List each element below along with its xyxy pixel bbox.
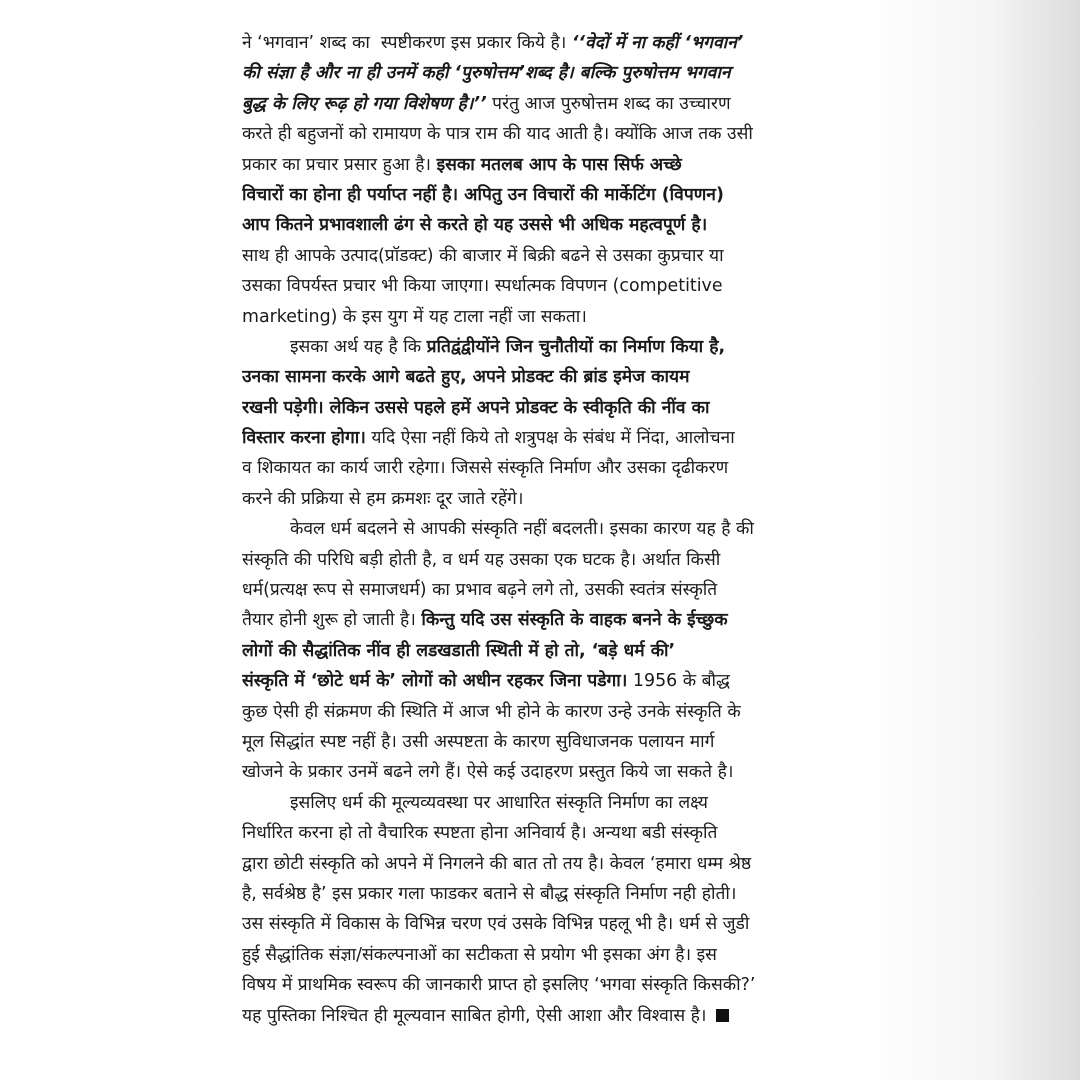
text-line bbox=[242, 332, 830, 362]
text-segment: साथ ही आपके उत्पाद(प्रॉडक्ट) की बाजार में बिक्री बढने से उसका कुप्रचार या bbox=[242, 245, 724, 266]
text-segment: खोजने के प्रकार उनमें बढने लगे हैं। ऐसे कई उदाहरण प्रस्तुत किये जा सकते है। bbox=[242, 762, 734, 783]
text-segment: बुद्ध के लिए रूढ़ हो गया विशेषण है।’’ bbox=[242, 93, 487, 114]
text-line bbox=[242, 666, 830, 696]
text-line bbox=[242, 788, 830, 818]
text-segment: यदि ऐसा नहीं किये तो शत्रुपक्ष के संबंध में निंदा, आलोचना bbox=[365, 428, 735, 449]
text-line bbox=[242, 210, 830, 240]
text-segment: विचारों का होना ही पर्याप्त नहीं है। अपितु उन विचारों की मार्केटिंग (विपणन) bbox=[242, 184, 724, 205]
text-segment: ने ‘भगवान’ शब्द का स्पष्टीकरण इस प्रकार किये है। bbox=[242, 33, 572, 53]
text-segment: व शिकायत का कार्य जारी रहेगा। जिससे संस्कृति निर्माण और उसका दृढीकरण bbox=[242, 458, 729, 479]
text-segment: इसलिए धर्म की मूल्यव्यवस्था पर आधारित संस्कृति निर्माण का लक्ष्य bbox=[290, 792, 708, 813]
text-line bbox=[242, 423, 830, 453]
text-line bbox=[242, 1001, 830, 1031]
text-line bbox=[242, 119, 830, 149]
text-line bbox=[242, 241, 830, 271]
text-segment: विषय में प्राथमिक स्वरूप की जानकारी प्राप्त हो इसलिए ‘भगवा संस्कृति किसकी?’ bbox=[242, 975, 756, 996]
text-line bbox=[242, 484, 830, 514]
text-segment: संस्कृति में ‘छोटे धर्म के’ लोगों को अधीन रहकर जिना पडेगा। bbox=[242, 671, 628, 692]
text-line bbox=[242, 940, 830, 970]
text-segment: करते ही बहुजनों को रामायण के पात्र राम की याद आती है। क्योंकि आज तक उसी bbox=[242, 124, 753, 145]
text-line bbox=[242, 302, 830, 332]
text-segment: रखनी पड़ेगी। लेकिन उससे पहले हमें अपने प्रोडक्ट के स्वीकृति की नींव का bbox=[242, 397, 710, 418]
text-segment: की संज्ञा है और ना ही उनमें कही ‘पुरुषोत्तम’शब्द है। बल्कि पुरुषोत्तम भगवान bbox=[242, 63, 731, 84]
text-line bbox=[242, 636, 830, 666]
text-segment: निर्धारित करना हो तो वैचारिक स्पष्टता होना अनिवार्य है। अन्यथा बडी संस्कृति bbox=[242, 823, 718, 844]
text-segment: लोगों की सैद्धांतिक नींव ही लडखडाती स्थिती में हो तो, ‘बड़े धर्म की’ bbox=[242, 640, 676, 661]
text-segment: द्वारा छोटी संस्कृति को अपने में निगलने की बात तो तय है। केवल ‘हमारा धम्म श्रेष्ठ bbox=[242, 853, 752, 874]
text-segment: प्रतिद्वंद्वीयोंने जिन चुनौतीयों का निर्माण किया है, bbox=[426, 336, 726, 357]
text-line bbox=[242, 849, 830, 879]
text-line bbox=[242, 58, 830, 88]
text-line bbox=[242, 575, 830, 605]
text-line bbox=[242, 909, 830, 939]
text-segment: केवल धर्म बदलने से आपकी संस्कृति नहीं बदलती। इसका कारण यह है की bbox=[290, 519, 754, 540]
text-line bbox=[242, 605, 830, 635]
text-line bbox=[242, 970, 830, 1000]
text-segment: उसका विपर्यस्त प्रचार भी किया जाएगा। स्पर्धात्मक विपणन (competitive bbox=[242, 276, 723, 297]
text-line bbox=[242, 271, 830, 301]
text-segment: संस्कृति की परिधि बड़ी होती है, व धर्म यह उसका एक घटक है। अर्थात किसी bbox=[242, 549, 721, 570]
text-segment: आप कितने प्रभावशाली ढंग से करते हो यह उससे भी अधिक महत्वपूर्ण है। bbox=[242, 215, 708, 236]
text-line bbox=[242, 727, 830, 757]
text-line bbox=[242, 89, 830, 119]
end-of-section-mark bbox=[716, 1009, 729, 1022]
text-line bbox=[242, 818, 830, 848]
text-line bbox=[242, 697, 830, 727]
text-segment: धर्म(प्रत्यक्ष रूप से समाजधर्म) का प्रभाव बढ़ने लगे तो, उसकी स्वतंत्र संस्कृति bbox=[242, 580, 718, 601]
text-segment: करने की प्रक्रिया से हम क्रमशः दूर जाते रहेंगे। bbox=[242, 488, 524, 509]
text-segment: यह पुस्तिका निश्चित ही मूल्यवान साबित होगी, ऐसी आशा और विश्वास है। bbox=[242, 1005, 707, 1026]
text-line bbox=[242, 393, 830, 423]
text-line bbox=[242, 453, 830, 483]
text-line bbox=[242, 879, 830, 909]
text-segment: मूल सिद्धांत स्पष्ट नहीं है। उसी अस्पष्टता के कारण सुविधाजनक पलायन मार्ग bbox=[242, 731, 715, 752]
text-segment: हुई सैद्धांतिक संज्ञा/संकल्पनाओं का सटीकता से प्रयोग भी इसका अंग है। इस bbox=[242, 944, 717, 965]
text-line bbox=[242, 545, 830, 575]
text-line bbox=[242, 514, 830, 544]
text-line bbox=[242, 757, 830, 787]
text-line bbox=[242, 180, 830, 210]
text-segment: इसका मतलब आप के पास सिर्फ अच्छे bbox=[436, 154, 682, 175]
text-segment: तैयार होनी शुरू हो जाती है। bbox=[242, 610, 422, 631]
text-line bbox=[242, 150, 830, 180]
text-segment: किन्तु यदि उस संस्कृति के वाहक बनने के ईच्छुक bbox=[421, 610, 728, 631]
text-segment: ‘‘वेदों में ना कहीं ‘भगवान’ bbox=[571, 33, 744, 53]
body-text bbox=[242, 28, 830, 1031]
text-segment: marketing) के इस युग में यह टाला नहीं जा सकता। bbox=[242, 306, 587, 327]
text-segment: इसका अर्थ यह है कि bbox=[290, 336, 427, 357]
text-segment: प्रकार का प्रचार प्रसार हुआ है। bbox=[242, 154, 437, 175]
text-line bbox=[242, 28, 830, 58]
text-segment: उनका सामना करके आगे बढते हुए, अपने प्रोडक्ट की ब्रांड इमेज कायम bbox=[242, 367, 690, 388]
text-segment: है, सर्वश्रेष्ठ है’ इस प्रकार गला फाडकर बताने से बौद्ध संस्कृति निर्माण नही होती। bbox=[242, 883, 737, 904]
text-line bbox=[242, 362, 830, 392]
text-segment: विस्तार करना होगा। bbox=[242, 428, 366, 449]
page-edge-shadow bbox=[860, 0, 1080, 1080]
text-segment: कुछ ऐसी ही संक्रमण की स्थिति में आज भी होने के कारण उन्हे उनके संस्कृति के bbox=[242, 701, 741, 722]
text-segment: 1956 के बौद्ध bbox=[627, 671, 730, 692]
text-segment: परंतु आज पुरुषोत्तम शब्द का उच्चारण bbox=[486, 93, 731, 114]
text-segment: उस संस्कृति में विकास के विभिन्न चरण एवं उसके विभिन्न पहलू भी है। धर्म से जुडी bbox=[242, 914, 750, 935]
